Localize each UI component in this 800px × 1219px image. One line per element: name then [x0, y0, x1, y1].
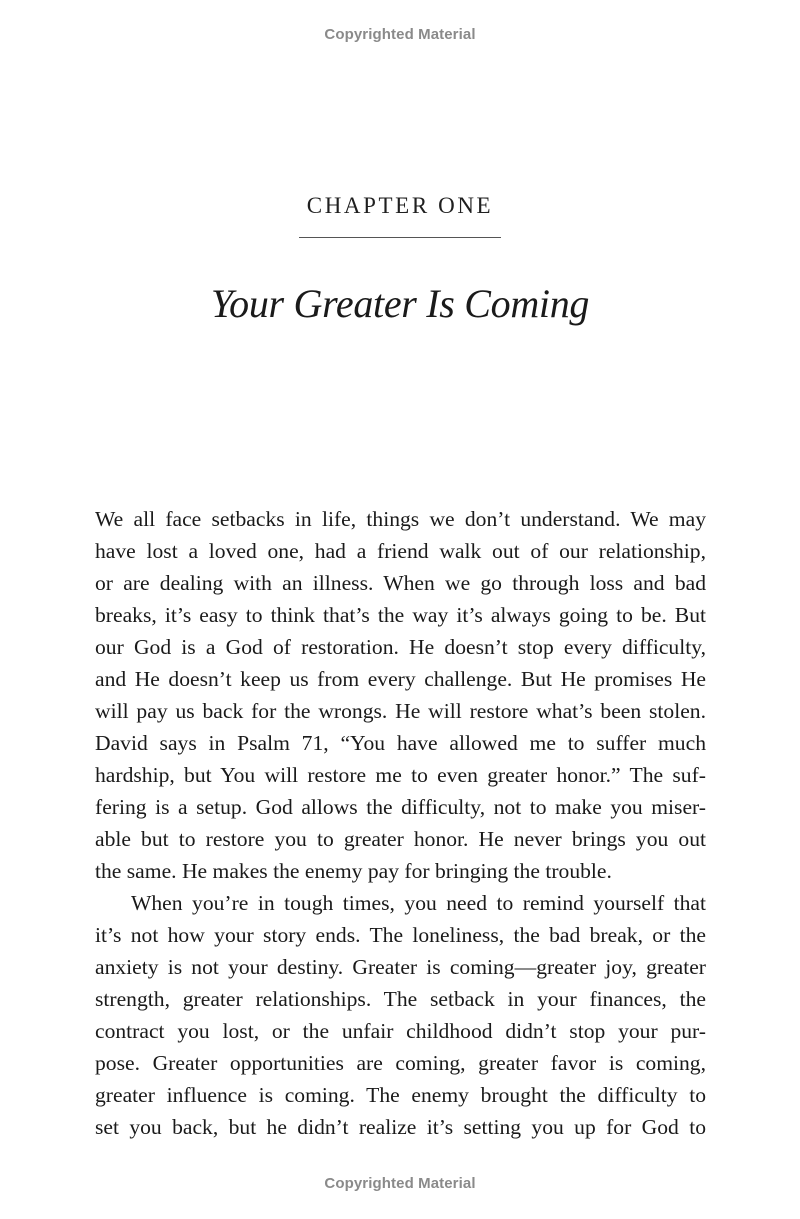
text-line: will pay us back for the wrongs. He will restore what’s been stolen. — [95, 699, 706, 723]
text-line: our God is a God of restoration. He doesn’t stop every difficulty, — [95, 635, 706, 659]
text-line: fering is a setup. God allows the difficulty, not to make you miser- — [95, 795, 706, 819]
text-line: When you’re in tough times, you need to remind yourself that — [131, 891, 706, 915]
text-line: greater influence is coming. The enemy brought the difficulty to — [95, 1083, 706, 1107]
body-text — [95, 503, 706, 1143]
text-line: set you back, but he didn’t realize it’s setting you up for God to — [95, 1115, 706, 1139]
text-line: it’s not how your story ends. The loneliness, the bad break, or the — [95, 923, 706, 947]
copyright-watermark-top: Copyrighted Material — [324, 26, 476, 43]
text-line: have lost a loved one, had a friend walk out of our relationship, — [95, 539, 706, 563]
text-line: breaks, it’s easy to think that’s the way it’s always going to be. But — [95, 603, 706, 627]
chapter-title: Your Greater Is Coming — [210, 281, 590, 326]
text-line: strength, greater relationships. The setback in your finances, the — [95, 987, 706, 1011]
paragraph-1 — [95, 503, 706, 887]
chapter-label: CHAPTER ONE — [306, 193, 494, 218]
text-line: or are dealing with an illness. When we go through loss and bad — [95, 571, 706, 595]
paragraph-2 — [95, 887, 706, 1143]
text-line: the same. He makes the enemy pay for bringing the trouble. — [95, 859, 612, 883]
text-line: able but to restore you to greater honor. He never brings you out — [95, 827, 706, 851]
text-line: anxiety is not your destiny. Greater is coming—greater joy, greater — [95, 955, 706, 979]
text-line: David says in Psalm 71, “You have allowed me to suffer much — [95, 731, 706, 755]
text-line: contract you lost, or the unfair childhood didn’t stop your pur- — [95, 1019, 706, 1043]
text-line: pose. Greater opportunities are coming, greater favor is coming, — [95, 1051, 706, 1075]
copyright-watermark-bottom: Copyrighted Material — [324, 1175, 476, 1192]
chapter-divider — [299, 237, 501, 238]
text-line: We all face setbacks in life, things we don’t understand. We may — [95, 507, 706, 531]
text-line: hardship, but You will restore me to even greater honor.” The suf- — [95, 763, 706, 787]
text-line: and He doesn’t keep us from every challenge. But He promises He — [95, 667, 706, 691]
